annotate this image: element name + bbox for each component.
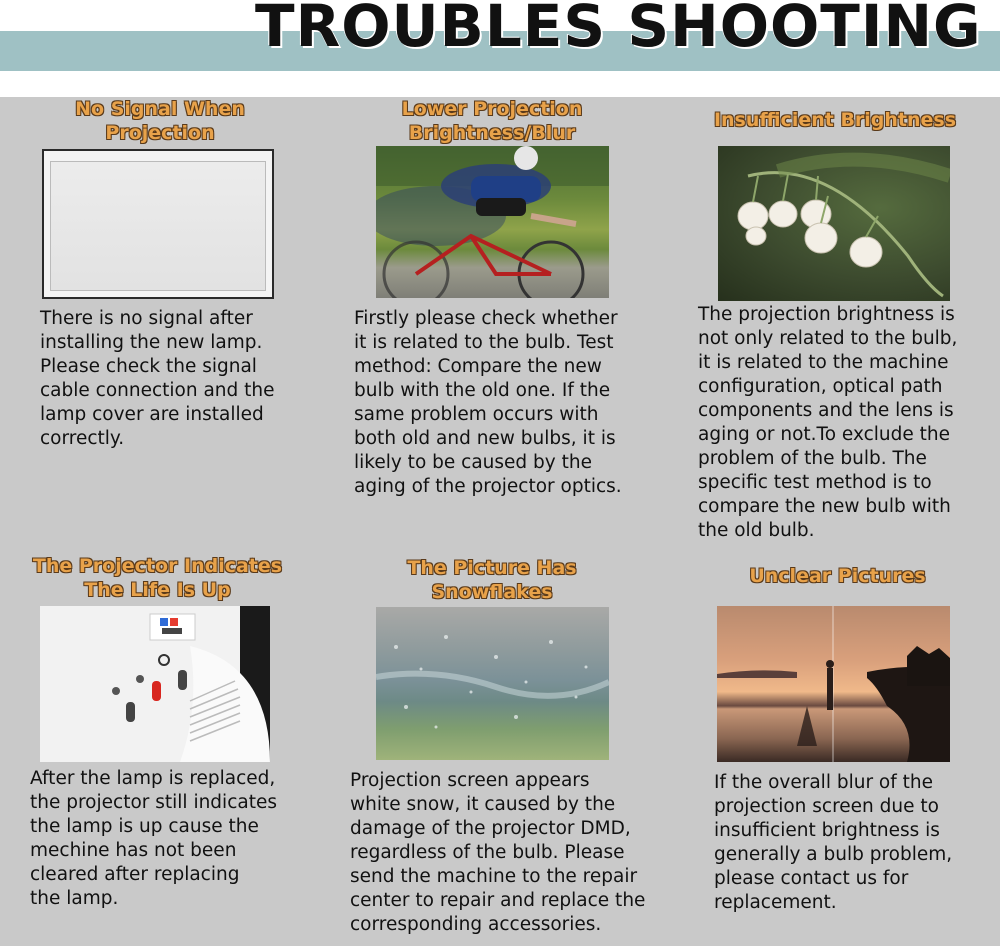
heading-unclear-pictures <box>720 564 955 588</box>
item-description: There is no signal after installing the new lamp. Please check the signal cable connection and the lamp cover are installed correctly. <box>40 308 275 449</box>
item-description: Firstly please check whether it is related to the bulb. Test method: Compare the new bulb with the old one. If the same problem occurs with both old and new bulbs, it is likely to be caused by the aging of the projector optics. <box>354 308 622 497</box>
heading-snowflakes <box>372 556 612 604</box>
heading-line: Unclear Pictures <box>749 565 926 587</box>
heading-line: The Projector Indicates <box>32 555 283 577</box>
heading-line: Brightness/Blur <box>408 122 576 144</box>
heading-line: No Signal When <box>75 98 245 120</box>
item-description: Projection screen appears white snow, it caused by the damage of the projector DMD, regardless of the bulb. Please send the machine to the repair center to repair and replace the corresponding accessories. <box>350 770 646 935</box>
sunset-lake-image <box>717 606 950 762</box>
blurred-cyclist-image <box>376 146 609 298</box>
blank-projection-screen-image <box>42 149 274 299</box>
lily-of-the-valley-image <box>718 146 950 301</box>
heading-insufficient-brightness <box>700 108 970 132</box>
item-description: The projection brightness is not only related to the bulb, it is related to the machine configuration, optical path components and the lens is aging or not.To exclude the problem of the bulb. The specific test method is to compare the new bulb with the old bulb. <box>698 304 958 541</box>
projector-graphic <box>40 606 270 762</box>
screen-surface <box>50 161 266 291</box>
heading-line: Snowflakes <box>431 581 553 603</box>
item-description: After the lamp is replaced, the projector still indicates the lamp is up cause the mechine has not been cleared after replacing the lamp. <box>30 768 277 909</box>
heading-line: The Picture Has <box>407 557 577 579</box>
heading-lower-brightness <box>372 97 612 145</box>
heading-line: Projection <box>105 122 215 144</box>
heading-life-is-up <box>30 554 285 602</box>
heading-line: Insufficient Brightness <box>713 109 957 131</box>
heading-no-signal <box>40 97 280 145</box>
heading-line: Lower Projection <box>401 98 583 120</box>
snow-graphic <box>376 607 609 760</box>
heading-line: The Life Is Up <box>84 579 231 601</box>
flower-graphic <box>718 146 950 301</box>
cyclist-graphic <box>376 146 609 298</box>
page-title: TROUBLES SHOOTING <box>255 0 982 60</box>
projector-indicator-image <box>40 606 270 762</box>
sunset-graphic <box>717 606 950 762</box>
item-description: If the overall blur of the projection screen due to insufficient brightness is generally a bulb problem, please contact us for replacement. <box>714 772 953 913</box>
snowy-picture-image <box>376 607 609 760</box>
